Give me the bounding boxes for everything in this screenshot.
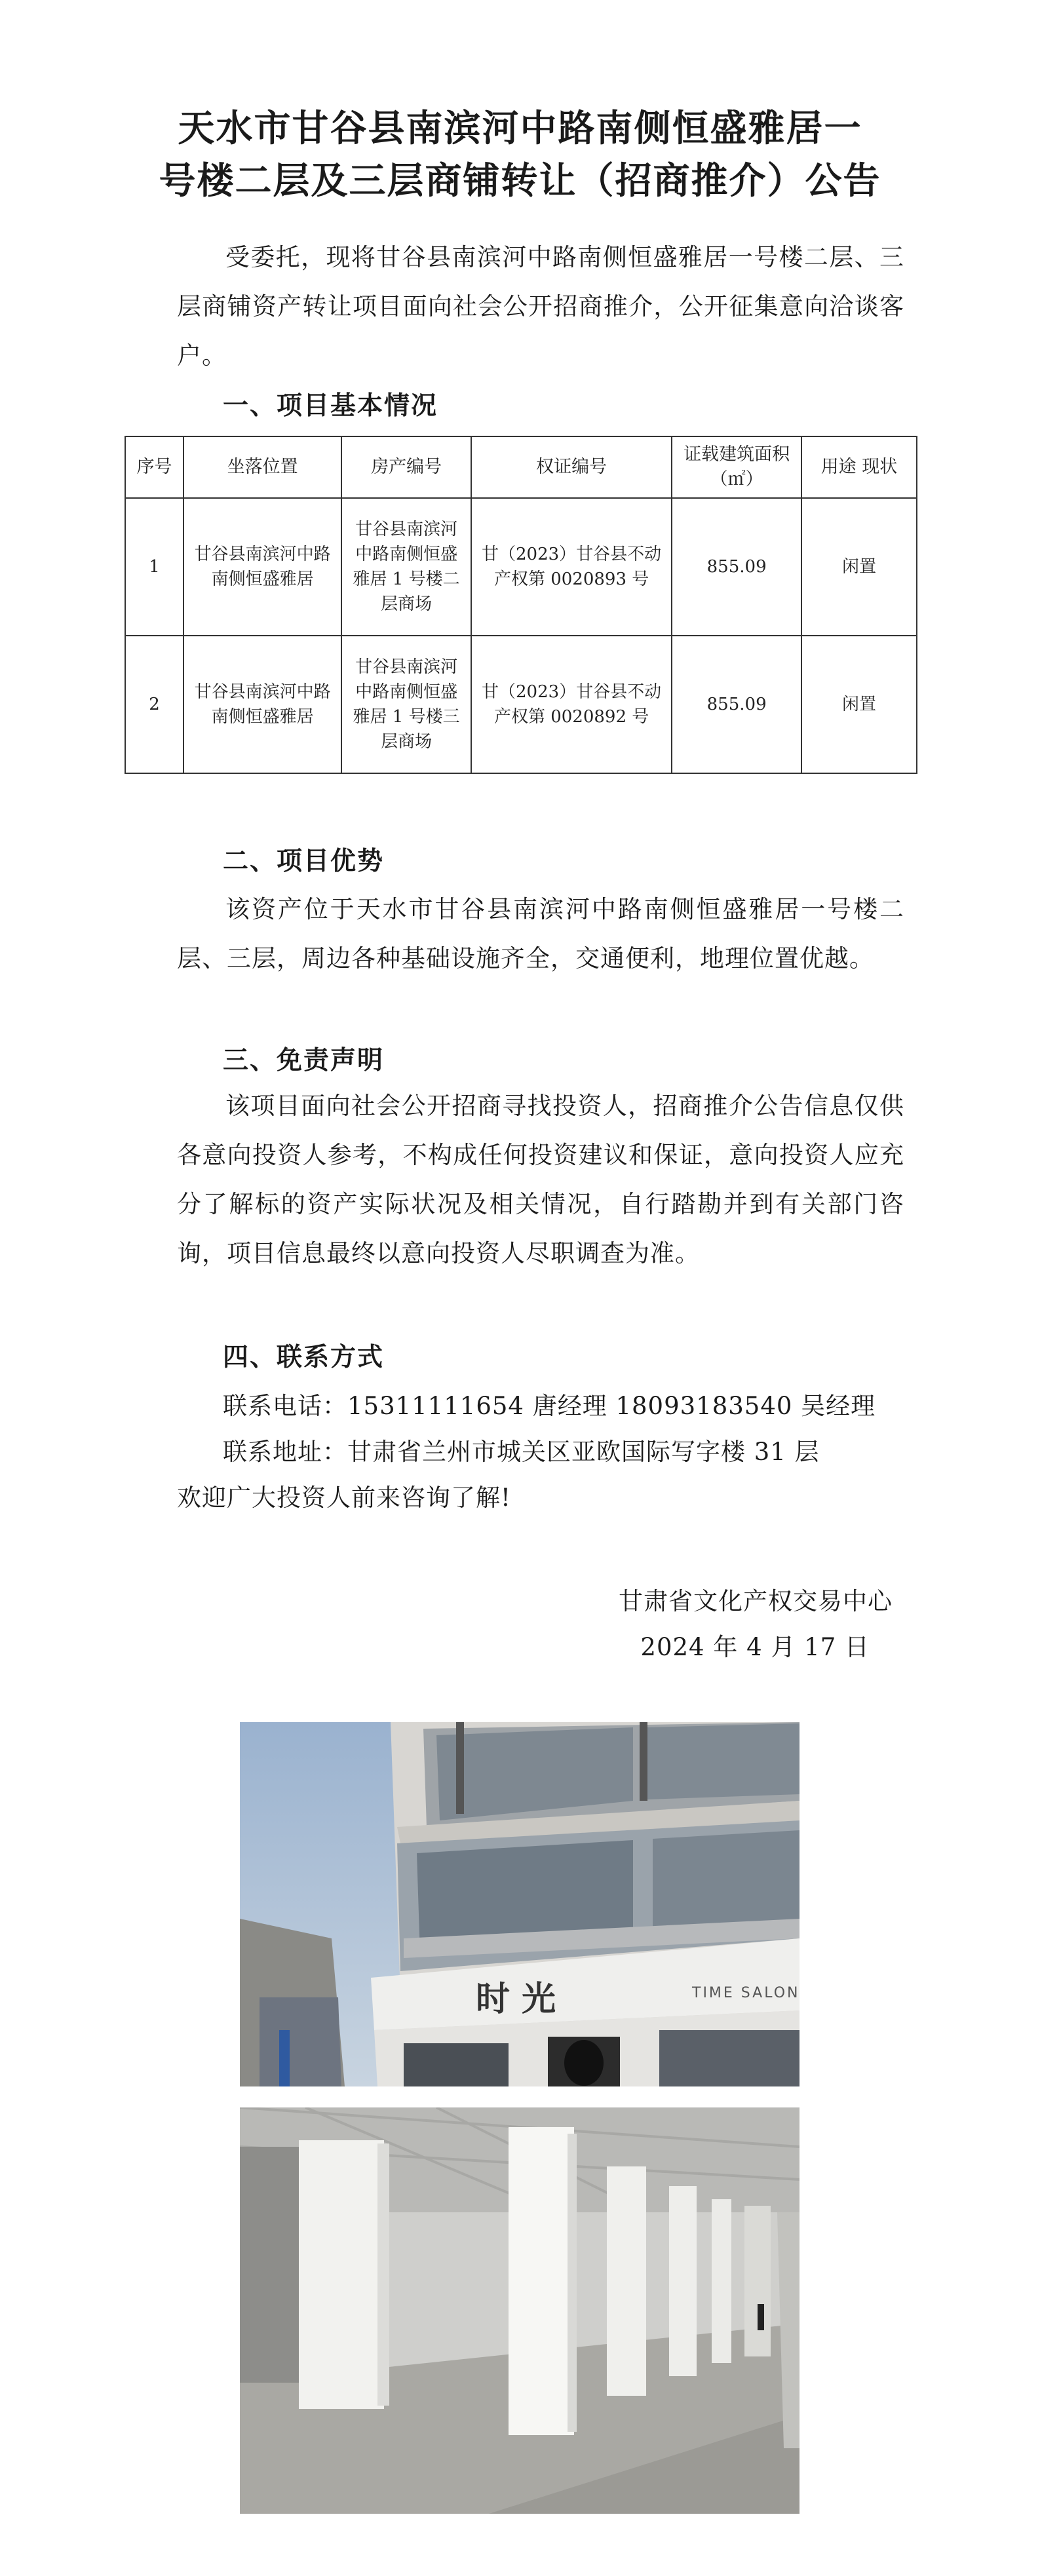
cell-area: 855.09 [672,636,801,773]
cell-location: 甘谷县南滨河中路南侧恒盛雅居 [183,498,341,636]
col-header-cert-no: 权证编号 [471,436,672,498]
section4-heading: 四、联系方式 [223,1343,385,1372]
cell-no: 2 [125,636,183,773]
section1-heading: 一、项目基本情况 [223,391,438,421]
section2-heading: 二、项目优势 [223,847,385,876]
contact-phone: 联系电话：15311111654 唐经理 18093183540 吴经理 [223,1392,876,1420]
signature-date: 2024 年 4 月 17 日 [640,1633,870,1661]
salon-sign-english: TIME SALON [692,1985,799,2001]
storefront-photo [240,1722,799,2086]
cell-status: 闲置 [801,636,917,773]
col-header-property-no: 房产编号 [341,436,471,498]
section2-paragraph: 该资产位于天水市甘谷县南滨河中路南侧恒盛雅居一号楼二层、三层，周边各种基础设施齐全，交通便利，地理位置优越。 [177,895,904,972]
col-header-area: 证载建筑面积（㎡） [672,436,801,498]
cell-status: 闲置 [801,498,917,636]
cell-area: 855.09 [672,498,801,636]
cell-cert-no: 甘（2023）甘谷县不动产权第 0020892 号 [471,636,672,773]
col-header-no: 序号 [125,436,183,498]
col-header-status: 用途 现状 [801,436,917,498]
salon-sign-chinese: 时 光 [476,1979,556,2019]
title-line-1: 天水市甘谷县南滨河中路南侧恒盛雅居一 [178,106,862,150]
cell-no: 1 [125,498,183,636]
cell-location: 甘谷县南滨河中路南侧恒盛雅居 [183,636,341,773]
contact-address: 联系地址：甘肃省兰州市城关区亚欧国际写字楼 31 层 [223,1438,820,1466]
interior-photo [240,2107,799,2514]
welcome-text: 欢迎广大投资人前来咨询了解! [177,1484,511,1512]
signature-org: 甘肃省文化产权交易中心 [619,1587,893,1615]
cell-property-no: 甘谷县南滨河中路南侧恒盛雅居 1 号楼三层商场 [341,636,471,773]
cell-property-no: 甘谷县南滨河中路南侧恒盛雅居 1 号楼二层商场 [341,498,471,636]
page-title [131,102,909,207]
section3-paragraph: 该项目面向社会公开招商寻找投资人，招商推介公告信息仅供各意向投资人参考，不构成任何投资建议和保证，意向投资人应充分了解标的资产实际状况及相关情况，自行踏勘并到有关部门咨询，项目信息最终以意向投资人尽职调查为准。 [177,1092,904,1267]
section3-heading: 三、免责声明 [223,1046,385,1075]
property-table [125,436,917,774]
cell-cert-no: 甘（2023）甘谷县不动产权第 0020893 号 [471,498,672,636]
col-header-location: 坐落位置 [183,436,341,498]
table-row [125,498,917,636]
intro-paragraph: 受委托，现将甘谷县南滨河中路南侧恒盛雅居一号楼二层、三层商铺资产转让项目面向社会公开招商推介，公开征集意向洽谈客户。 [177,243,904,370]
table-row [125,636,917,773]
title-line-2: 号楼二层及三层商铺转让（招商推介）公告 [159,159,881,202]
table-header-row [125,436,917,498]
